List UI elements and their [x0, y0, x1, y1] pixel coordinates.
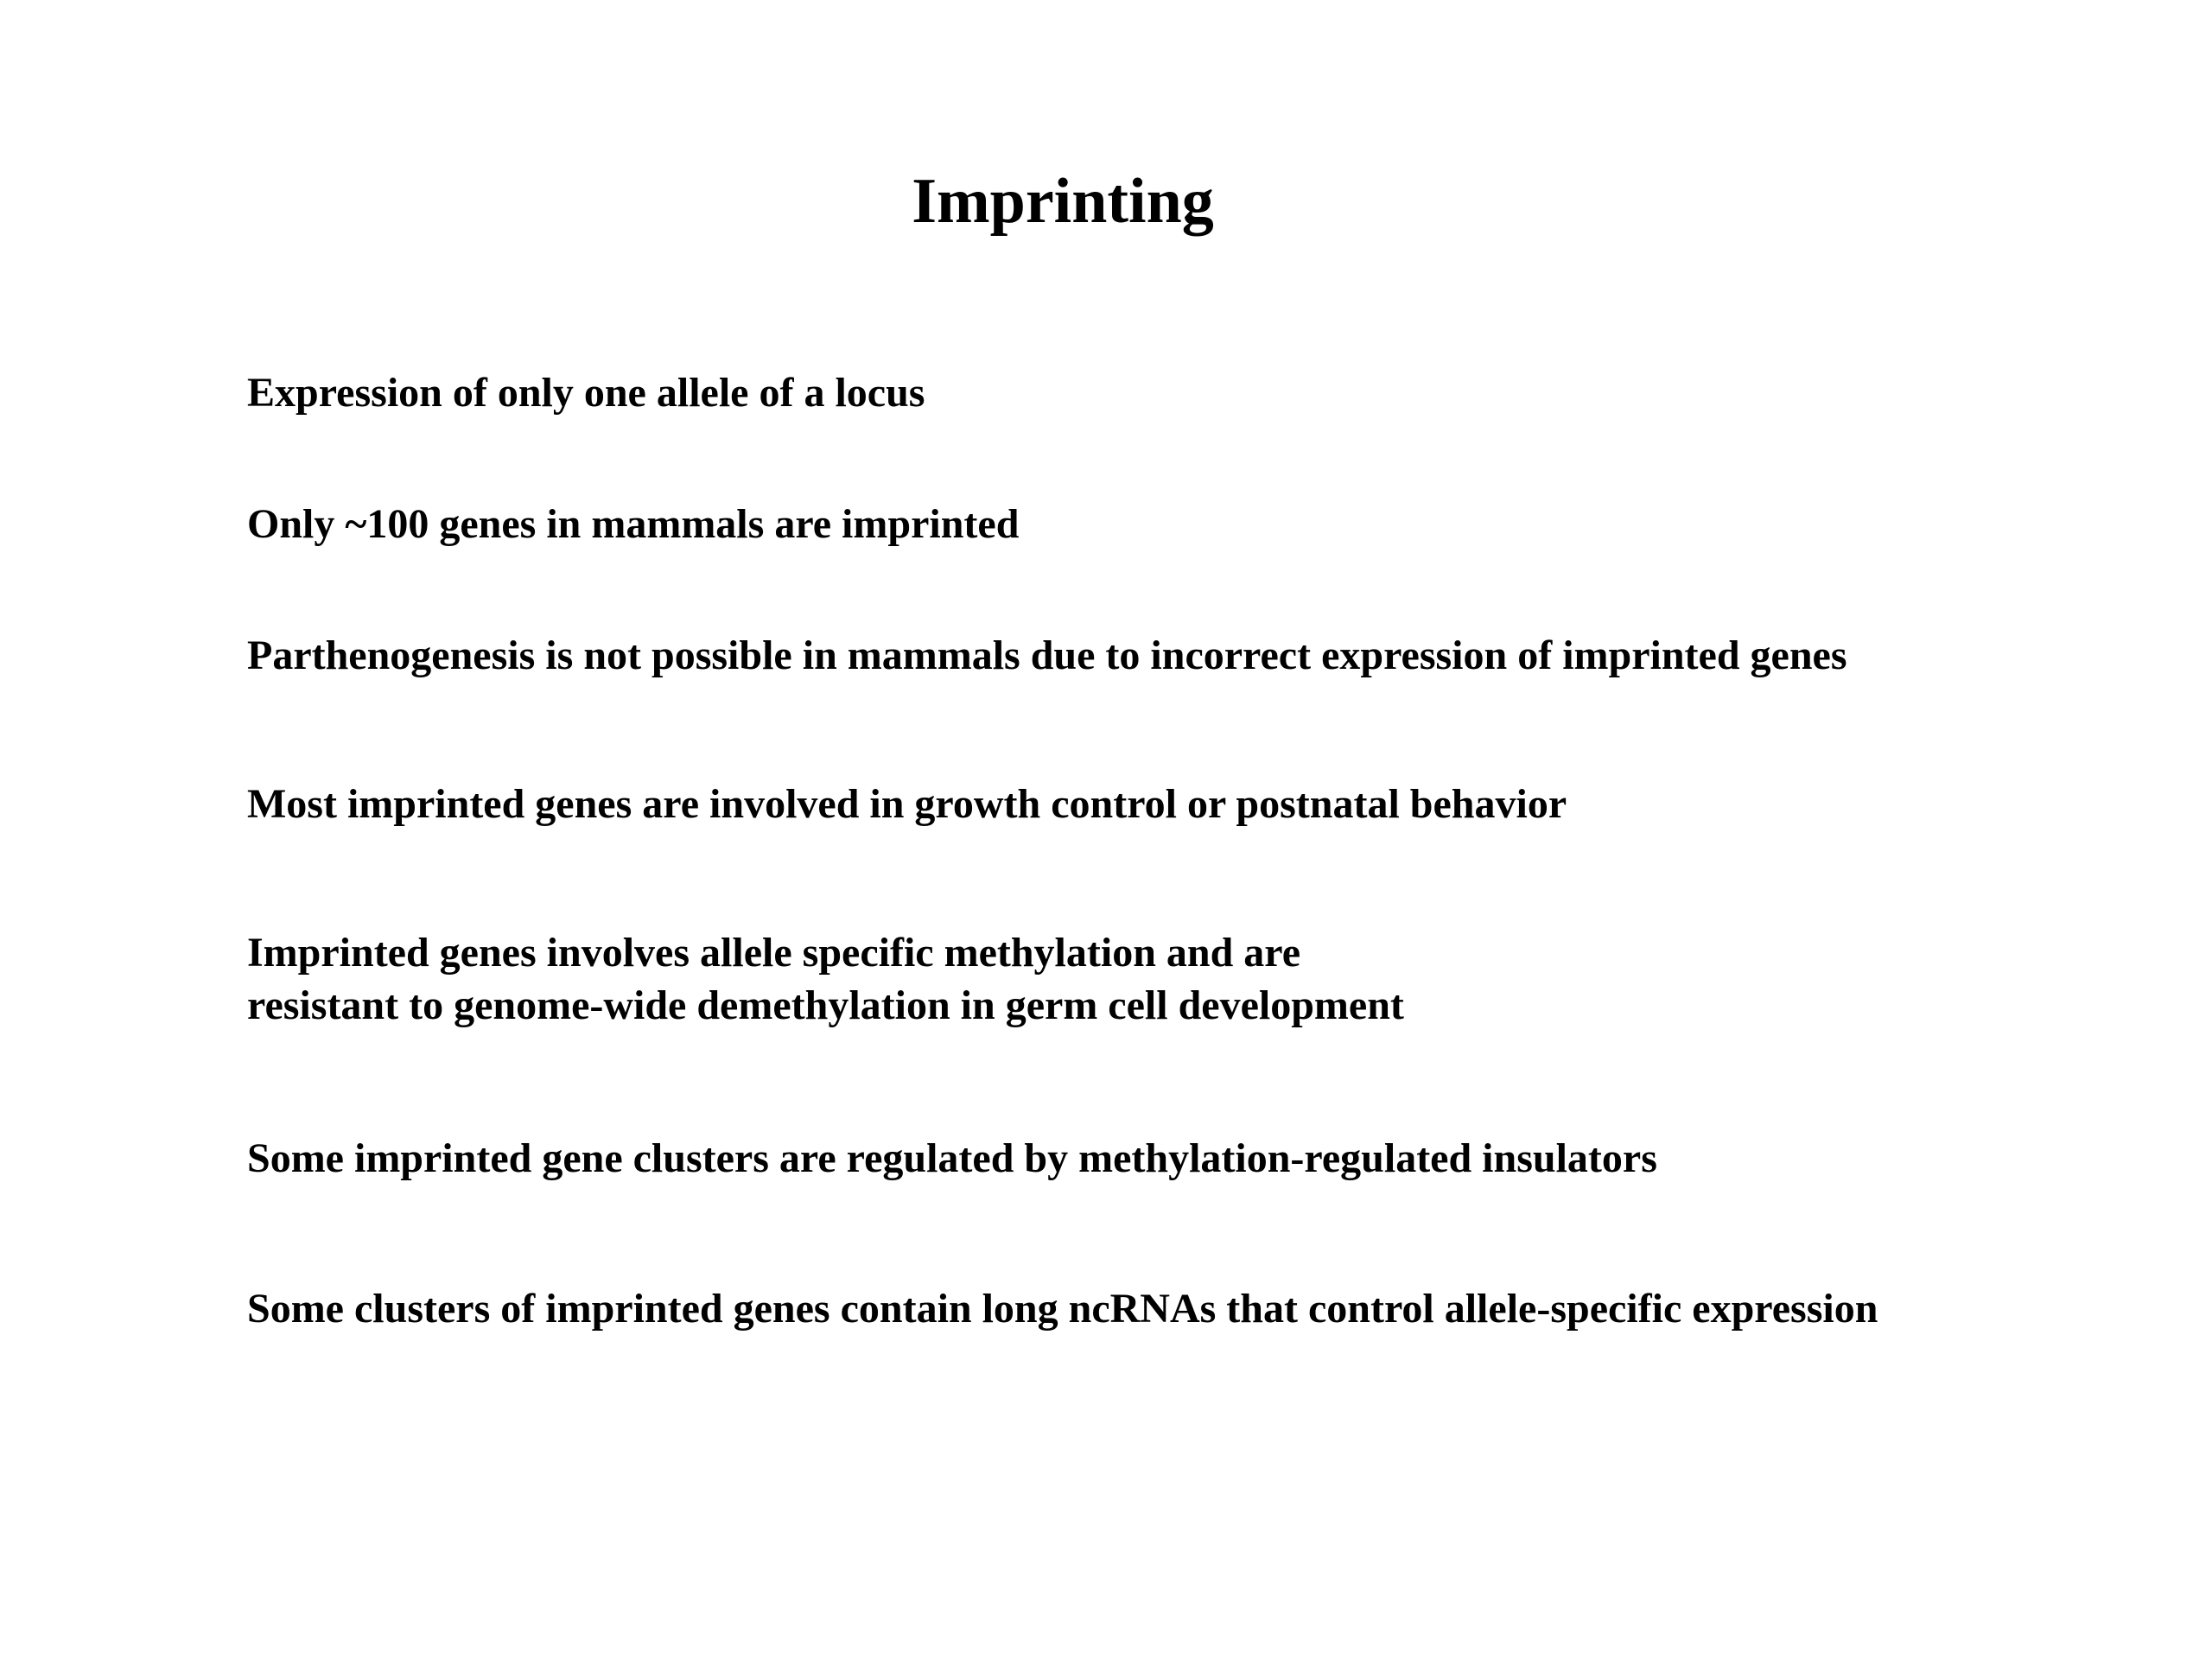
bullet-point	[247, 366, 2191, 419]
bullet-text: Most imprinted genes are involved in growth control or postnatal behavior	[247, 781, 1567, 827]
bullet-text: Some imprinted gene clusters are regulated by methylation-regulated insulators	[247, 1135, 1657, 1181]
bullet-point	[247, 1282, 2191, 1335]
bullet-point	[247, 926, 2191, 1032]
bullet-text-line-1: Imprinted genes involves allele specific methylation and are	[247, 930, 1301, 976]
bullet-point	[247, 1132, 2191, 1185]
bullet-point	[247, 778, 2191, 830]
bullet-text: Some clusters of imprinted genes contain long ncRNAs that control allele-specific expression	[247, 1286, 1878, 1332]
bullet-text: Only ~100 genes in mammals are imprinted	[247, 501, 1020, 547]
bullet-text: Parthenogenesis is not possible in mammals due to incorrect expression of imprinted genes	[247, 632, 1847, 678]
bullet-text: Expression of only one allele of a locus	[247, 370, 925, 416]
slide-title: Imprinting	[912, 166, 1214, 237]
bullet-point	[247, 498, 2191, 550]
bullet-text-line-2: resistant to genome-wide demethylation in germ cell development	[247, 982, 1404, 1028]
bullet-point	[247, 629, 2191, 682]
